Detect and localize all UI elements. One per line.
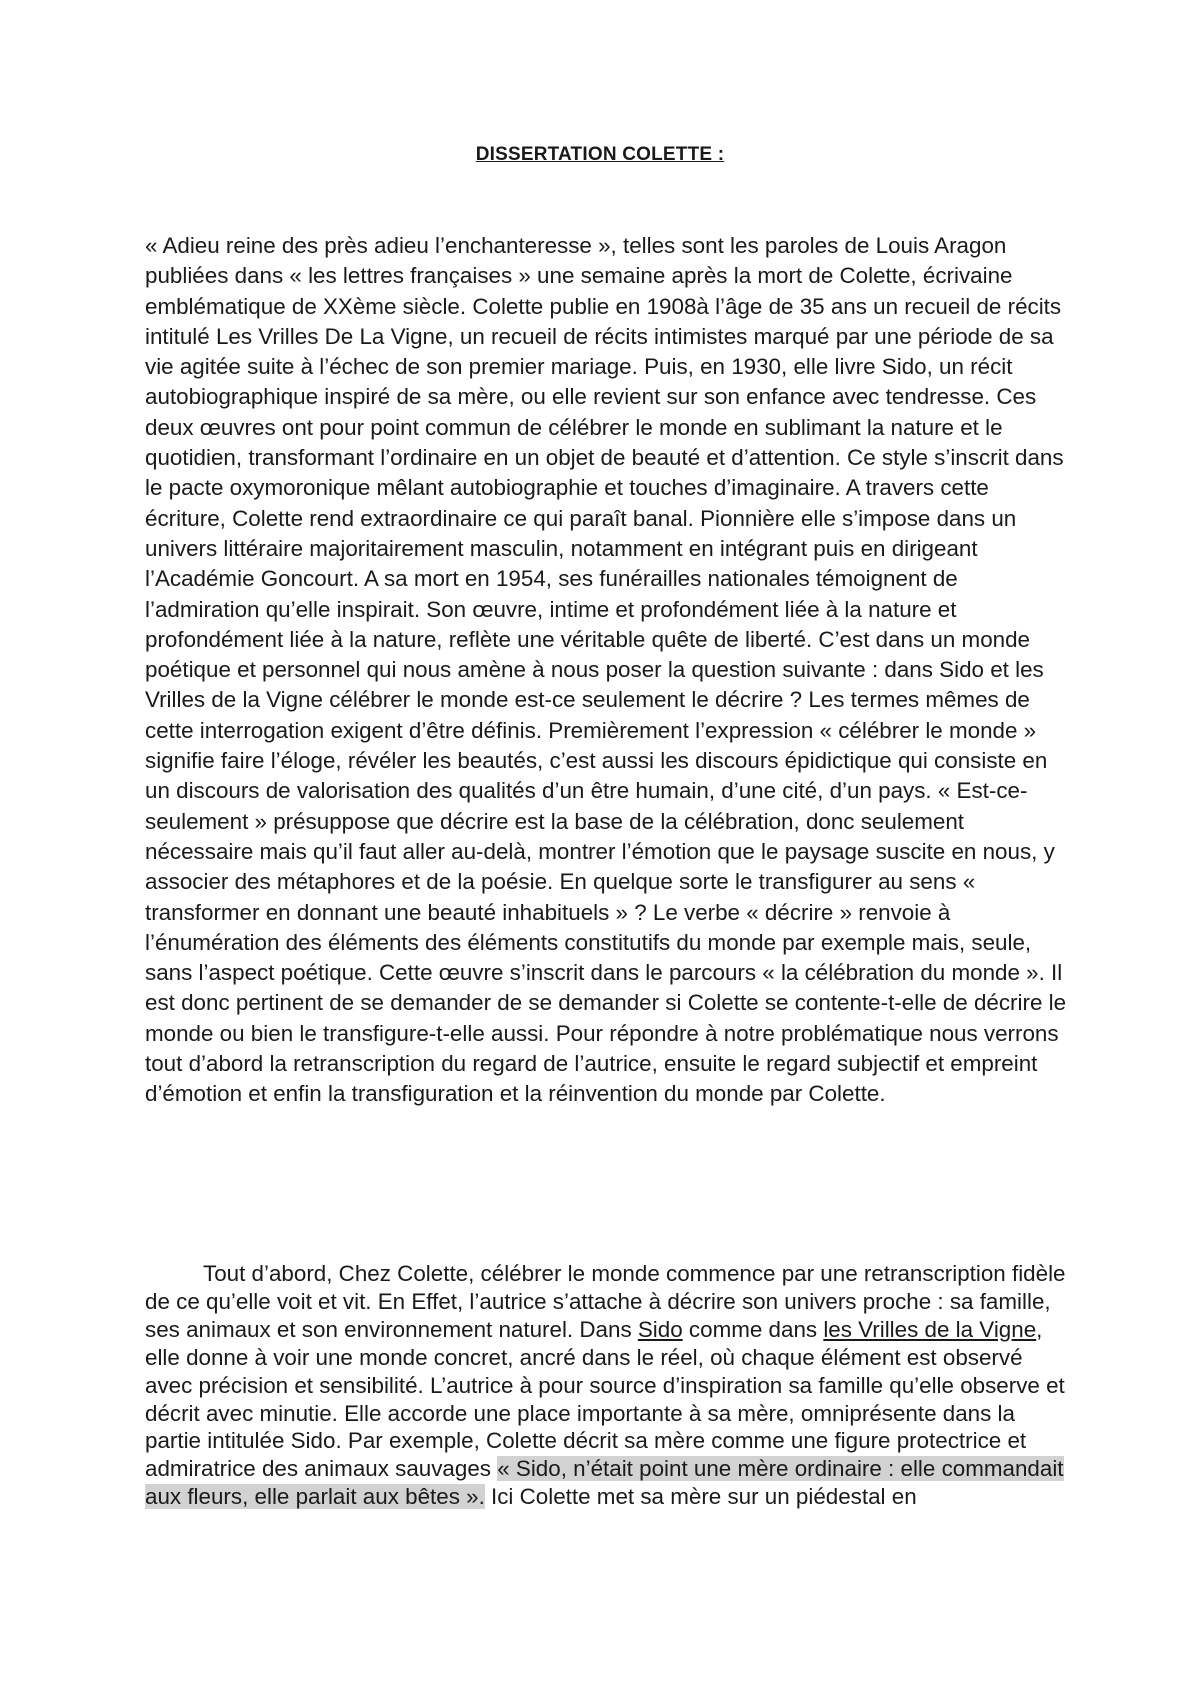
- book-title-sido: Sido: [637, 1316, 683, 1342]
- paragraph-text: , elle donne à voir une monde concret, ancré dans le réel, où chaque élément est observé avec précision et sensibilité. L’autrice à pour source d’inspiration sa famille qu’elle observe et décrit avec minutie. Elle accorde une place importante à sa mère, omniprésente dans la partie intitulée Sido. Par exemple, Colette décrit sa mère comme une figure protectrice et admiratrice des animaux sauvages: [145, 1316, 1065, 1482]
- book-title-vrilles: les Vrilles de la Vigne: [823, 1316, 1037, 1342]
- paragraph-introduction: « Adieu reine des près adieu l’enchanteresse », telles sont les paroles de Louis Aragon publiées dans « les lettres françaises » une semaine après la mort de Colette, écrivaine emblématique de XXème siècle. Colette publie en 1908à l’âge de 35 ans un recueil de récits intitulé Les Vrilles De La Vigne, un recueil de récits intimistes marqué par une période de sa vie agitée suite à l’échec de son premier mariage. Puis, en 1930, elle livre Sido, un récit autobiographique inspiré de sa mère, ou elle revient sur son enfance avec tendresse. Ces deux œuvres ont pour point commun de célébrer le monde en sublimant la nature et le quotidien, transformant l’ordinaire en un objet de beauté et d’attention. Ce style s’inscrit dans le pacte oxymoronique mêlant autobiographie et touches d’imaginaire. A travers cette écriture, Colette rend extraordinaire ce qui paraît banal. Pionnière elle s’impose dans un univers littéraire majoritairement masculin, notamment en intégrant puis en dirigeant l’Académie Goncourt. A sa mort en 1954, ses funérailles nationales témoignent de l’admiration qu’elle inspirait. Son œuvre, intime et profondément liée à la nature et profondément liée à la nature, reflète une véritable quête de liberté. C’est dans un monde poétique et personnel qui nous amène à nous poser la question suivante : dans Sido et les Vrilles de la Vigne célébrer le monde est-ce seulement le décrire ? Les termes mêmes de cette interrogation exigent d’être définis. Premièrement l’expression « célébrer le monde » signifie faire l’éloge, révéler les beautés, c’est aussi les discours épidictique qui consiste en un discours de valorisation des qualités d’un être humain, d’une cité, d’un pays. « Est-ce-seulement » présuppose que décrire est la base de la célébration, donc seulement nécessaire mais qu’il faut aller au-delà, montrer l’émotion que le paysage suscite en nous, y associer des métaphores et de la poésie. En quelque sorte le transfigurer au sens « transformer en donnant une beauté inhabituels » ? Le verbe « décrire » renvoie à l’énumération des éléments des éléments constitutifs du monde par exemple mais, seule, sans l’aspect poétique. Cette œuvre s’inscrit dans le parcours « la célébration du monde ». Il est donc pertinent de se demander de se demander si Colette se contente-t-elle de décrire le monde ou bien le transfigure-t-elle aussi. Pour répondre à notre problématique nous verrons tout d’abord la retranscription du regard de l’autrice, ensuite le regard subjectif et empreint d’émotion et enfin la transfiguration et la réinvention du monde par Colette.: [145, 233, 1067, 1107]
- paragraph-text: Tout d’abord, Chez Colette, célébrer le monde commence par une retranscription fidèle de ce qu’elle voit et vit. En Effet, l’autrice s’attache à décrire son univers proche : sa famille, ses animaux et son environnement naturel. Dans: [145, 1261, 1066, 1342]
- paragraph-text: comme dans: [682, 1316, 824, 1342]
- paragraph-first-part: [145, 1260, 1070, 1511]
- paragraph-text: Ici Colette met sa mère sur un piédestal en: [484, 1484, 917, 1510]
- highlighted-quote: « Sido, n’était point une mère ordinaire : elle commandait aux fleurs, elle parlait aux bêtes ».: [145, 1456, 1064, 1510]
- document-title: DISSERTATION COLETTE :: [475, 144, 725, 165]
